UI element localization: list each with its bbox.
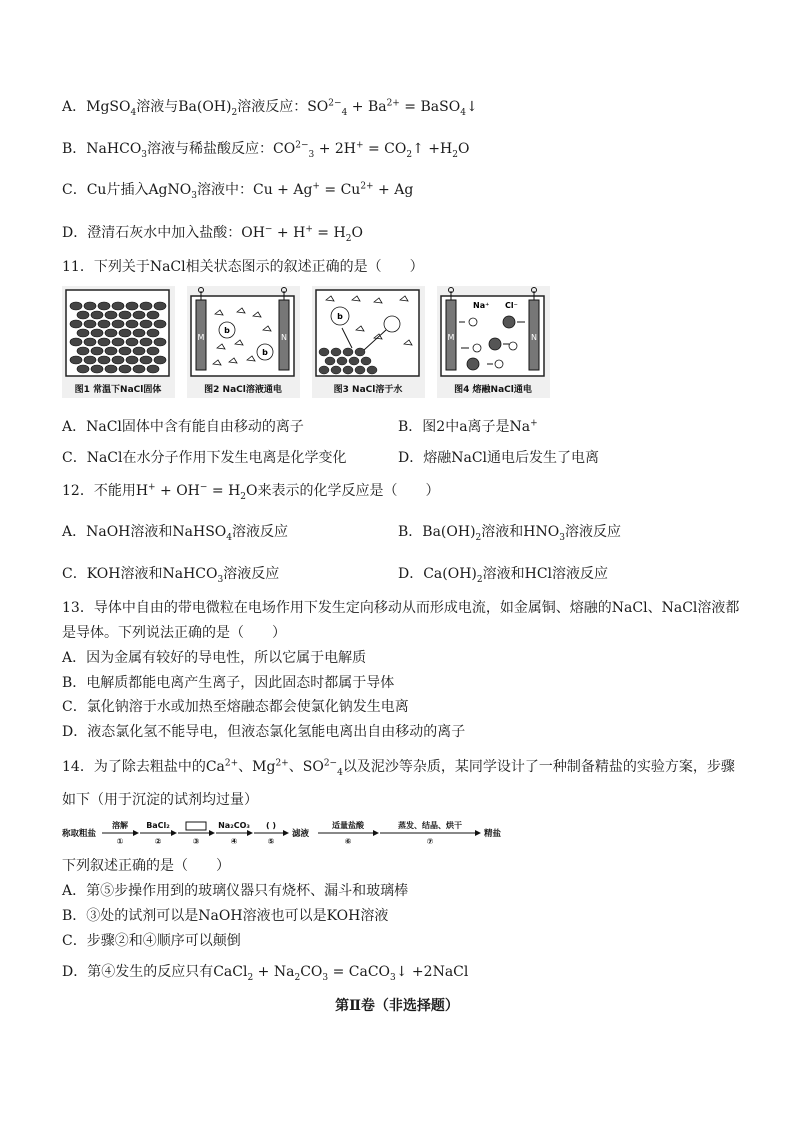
q11-option-b: B．图2中a离子是Na+ xyxy=(398,418,538,435)
flow-filtrate: 滤液 xyxy=(292,829,310,839)
q14-process-flowchart xyxy=(62,818,512,852)
figure-3-caption: 图3 NaCl溶于水 xyxy=(333,385,403,395)
flow-start: 称取粗盐 xyxy=(62,829,97,839)
q13-option-b: B．电解质都能电离产生离子，因此固态时都属于导体 xyxy=(62,675,395,691)
q14-option-b: B．③处的试剂可以是NaOH溶液也可以是KOH溶液 xyxy=(62,908,389,924)
svg-text:b: b xyxy=(337,312,343,321)
svg-text:Cl⁻: Cl⁻ xyxy=(505,301,518,310)
svg-text:⑤: ⑤ xyxy=(267,837,275,846)
svg-text:⑦: ⑦ xyxy=(426,837,434,846)
svg-text:③: ③ xyxy=(192,837,200,846)
svg-text:( ): ( ) xyxy=(265,821,277,830)
svg-text:⑥: ⑥ xyxy=(344,837,352,846)
q13-stem-line1: 13．导体中自由的带电微粒在电场作用下发生定向移动从而形成电流，如金属铜、熔融的NaCl、NaCl溶液都 xyxy=(62,600,740,616)
flow-blank-box xyxy=(186,822,206,830)
q12-option-d: D．$Ca(OH)_2$溶液和HCl溶液反应 xyxy=(398,566,609,585)
svg-text:N: N xyxy=(531,333,537,342)
figure-2-caption: 图2 NaCl溶液通电 xyxy=(204,385,282,395)
svg-text:溶解: 溶解 xyxy=(112,821,128,830)
figure-1-caption: 图1 常温下NaCl固体 xyxy=(74,385,162,395)
q10-option-a: A．MgSO$_4$溶液与$Ba(OH)_2$溶液反应：$SO^{2-}_4 + Ba^{2+}$ = BaSO$_4$↓ xyxy=(62,98,478,118)
svg-text:④: ④ xyxy=(230,837,238,846)
svg-text:b: b xyxy=(262,348,268,357)
svg-text:BaCl₂: BaCl₂ xyxy=(146,821,170,830)
q14-option-a: A．第⑤步操作用到的玻璃仪器只有烧杯、漏斗和玻璃棒 xyxy=(62,883,409,899)
q13-option-a: A．因为金属有较好的导电性，所以它属于电解质 xyxy=(62,650,367,666)
svg-text:M: M xyxy=(197,333,205,342)
figure-4-molten-nacl-electrolysis xyxy=(437,286,550,398)
q14-stem-line3: 下列叙述正确的是（ ） xyxy=(62,858,230,874)
svg-text:M: M xyxy=(447,333,455,342)
q12-option-a: A．NaOH溶液和NaHSO$_4$溶液反应 xyxy=(62,524,289,543)
q11-figures xyxy=(62,286,550,398)
q10-option-c: C．Cu片插入AgNO$_3$溶液中：$Cu + Ag^+ = Cu^{2+} + Ag$ xyxy=(62,181,414,201)
q13-stem-line2: 是导体。下列说法正确的是（ ） xyxy=(62,625,286,641)
svg-text:b: b xyxy=(224,326,230,335)
q10-option-b: B．NaHCO$_3$溶液与稀盐酸反应：$CO^{2-}_3 + 2H^+$ = $CO_2↑ +H_2O$ xyxy=(62,140,470,160)
figure-4-caption: 图4 熔融NaCl通电 xyxy=(454,385,532,395)
svg-text:N: N xyxy=(281,333,287,342)
q11-option-a: A．NaCl固体中含有能自由移动的离子 xyxy=(62,419,304,435)
q14-option-c: C．步骤②和④顺序可以颠倒 xyxy=(62,933,241,949)
flow-end: 精盐 xyxy=(484,829,502,839)
q10-option-d: D．澄清石灰水中加入盐酸：$OH^- + H^+ = H_2O$ xyxy=(62,224,363,244)
q14-stem-line2: 如下（用于沉淀的试剂均过量） xyxy=(62,792,258,808)
svg-text:②: ② xyxy=(154,837,162,846)
svg-text:①: ① xyxy=(116,837,124,846)
q11-option-c: C．NaCl在水分子作用下发生电离是化学变化 xyxy=(62,450,347,466)
svg-text:蒸发、结晶、烘干: 蒸发、结晶、烘干 xyxy=(398,821,462,830)
q14-option-d: D．第④发生的反应只有CaCl$_2$ + $Na_2CO_3$ = CaCO$_3$↓ +2NaCl xyxy=(62,964,469,983)
q14-stem-line1: 14．为了除去粗盐中的$Ca^{2+}$、$Mg^{2+}$、$SO^{2-}_4$以及泥沙等杂质，某同学设计了一种制备精盐的实验方案，步骤 xyxy=(62,758,735,778)
figure-3-nacl-dissolving xyxy=(312,286,425,398)
svg-text:Na⁺: Na⁺ xyxy=(473,301,490,310)
svg-text:Na₂CO₃: Na₂CO₃ xyxy=(218,821,250,830)
q12-option-c: C．KOH溶液和NaHCO$_3$溶液反应 xyxy=(62,566,280,585)
section-title: 第Ⅱ卷（非选择题） xyxy=(335,998,459,1014)
q12-stem: 12．不能用$H^+ + OH^- = H_2O$来表示的化学反应是（ ） xyxy=(62,482,440,502)
figure-1-nacl-solid xyxy=(62,286,175,398)
q11-option-d: D．熔融NaCl通电后发生了电离 xyxy=(398,450,600,466)
q12-option-b: B．$Ba(OH)_2$溶液和$HNO_3$溶液反应 xyxy=(398,524,621,543)
svg-text:适量盐酸: 适量盐酸 xyxy=(332,821,364,830)
q13-option-d: D．液态氯化氢不能导电，但液态氯化氢能电离出自由移动的离子 xyxy=(62,724,466,740)
figure-2-nacl-solution-electrolysis xyxy=(187,286,300,398)
q13-option-c: C．氯化钠溶于水或加热至熔融态都会使氯化钠发生电离 xyxy=(62,699,409,715)
q11-stem: 11．下列关于NaCl相关状态图示的叙述正确的是（ ） xyxy=(62,259,424,275)
